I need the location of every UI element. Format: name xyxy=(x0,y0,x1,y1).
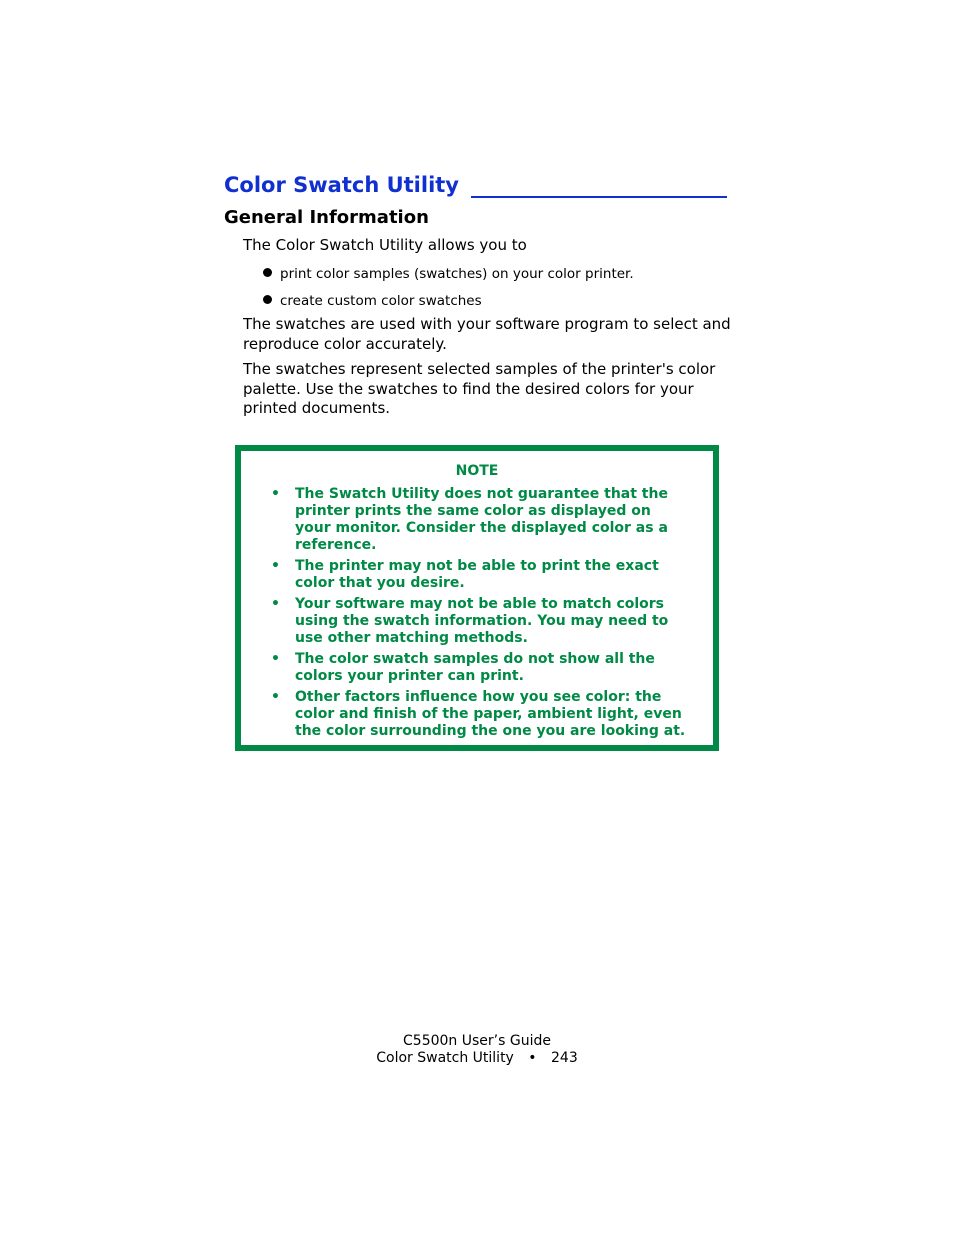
note-item-text: Other factors influence how you see color: the color and finish of the paper, ambient light, even the color surrounding the one you are looking at. xyxy=(295,689,686,739)
note-item xyxy=(271,596,691,647)
bullet-icon: • xyxy=(271,651,280,667)
footer-guide-title: C5500n User’s Guide xyxy=(403,1033,551,1049)
note-item xyxy=(271,558,691,592)
bullet-item xyxy=(263,265,634,283)
page-number: 243 xyxy=(551,1050,578,1066)
chapter-heading xyxy=(224,168,727,198)
intro-text: The Color Swatch Utility allows you to xyxy=(243,236,527,254)
bullet-icon: • xyxy=(271,689,280,705)
bullet-icon: • xyxy=(271,596,280,612)
bullet-icon: • xyxy=(271,558,280,574)
note-item-text: Your software may not be able to match colors using the swatch information. You may need to use other matching methods. xyxy=(295,596,669,646)
note-item-text: The color swatch samples do not show all the colors your printer can print. xyxy=(295,651,655,684)
note-item xyxy=(271,689,691,740)
note-item-text: The printer may not be able to print the exact color that you desire. xyxy=(295,558,659,591)
section-title: General Information xyxy=(224,207,429,228)
bullet-text: print color samples (swatches) on your color printer. xyxy=(280,266,634,282)
bullet-item xyxy=(263,292,482,310)
footer-page-info xyxy=(0,1050,954,1067)
note-title: NOTE xyxy=(455,463,499,479)
note-box xyxy=(235,445,719,751)
bullet-text: create custom color swatches xyxy=(280,293,482,309)
note-item xyxy=(271,651,691,685)
footer-separator: • xyxy=(528,1050,537,1066)
paragraph: The swatches represent selected samples of the printer's color palette. Use the swatches to find the desired colors for your printed documents. xyxy=(243,360,716,417)
note-item-text: The Swatch Utility does not guarantee that the printer prints the same color as displayed on your monitor. Consider the displayed color as a reference. xyxy=(295,486,668,553)
bullet-icon xyxy=(263,268,272,277)
bullet-icon: • xyxy=(271,486,280,502)
note-list xyxy=(271,486,691,744)
footer-chapter: Color Swatch Utility xyxy=(376,1050,514,1066)
paragraph: The swatches are used with your software program to select and reproduce color accurately. xyxy=(243,315,731,353)
note-item xyxy=(271,486,691,554)
bullet-icon xyxy=(263,295,272,304)
chapter-title: Color Swatch Utility xyxy=(224,171,471,199)
